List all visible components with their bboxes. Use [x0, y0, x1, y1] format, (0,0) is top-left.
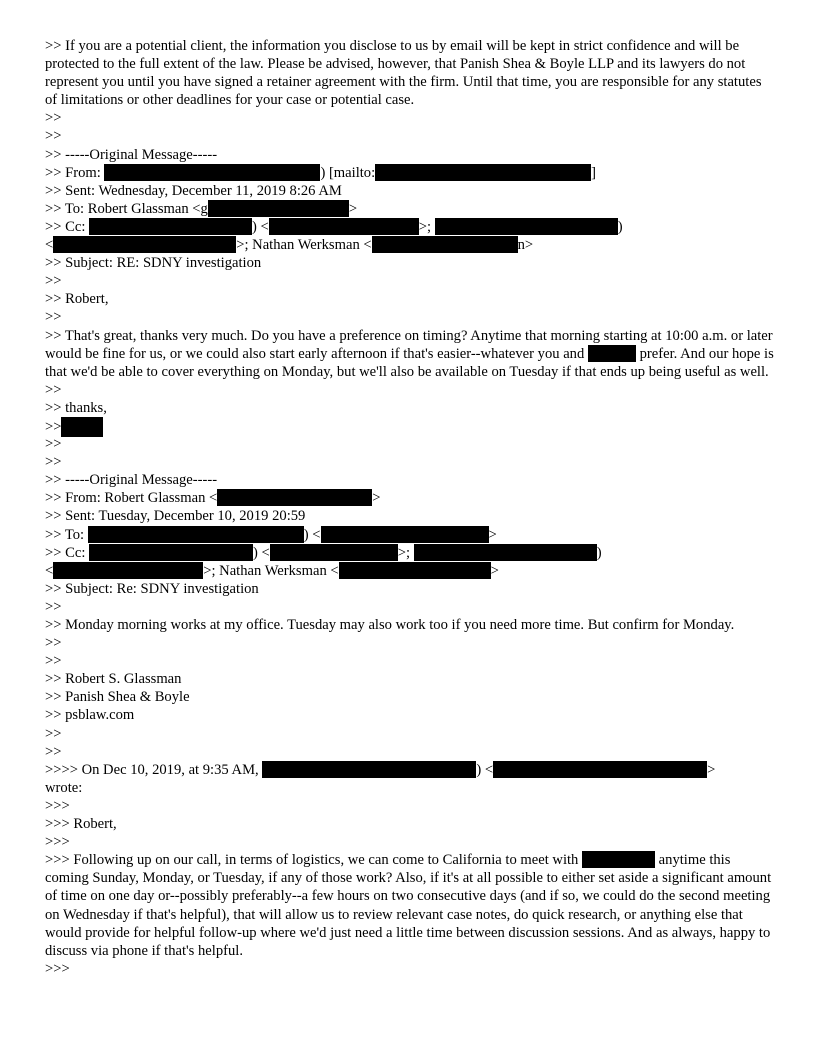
message-body: >> Monday morning works at my office. Tuesday may also work too if you need more time. But confirm for Monday.: [45, 617, 735, 633]
quote-line: >>>: [45, 834, 70, 851]
closing-line: >> thanks,: [45, 399, 107, 416]
redaction-box: [588, 345, 636, 362]
signature-website: >> psblaw.com: [45, 707, 135, 724]
message-body: >> That's great, thanks very much. Do you have a preference on timing? Anytime that morning starting at 10:00 a.m. or later would be fine for us, or we could also start early afternoon if that's easier--whatever you and prefer. And our hope is that we'd be able to cover everything on Monday, but we'll also be available on Tuesday if that ends up being useful as well.: [45, 327, 774, 380]
original-message-divider: >> -----Original Message-----: [45, 146, 218, 163]
reply-attribution-line: >>>> On Dec 10, 2019, at 9:35 AM, ) < >: [45, 761, 716, 778]
original-message-divider: >> -----Original Message-----: [45, 472, 218, 489]
wrote-line: wrote:: [45, 779, 83, 796]
redaction-box: [53, 562, 203, 579]
cc-line: >> Cc: ) < >; ): [45, 218, 623, 235]
redaction-box: [88, 526, 304, 543]
quote-line: >>: [45, 273, 62, 290]
quote-line: >>>: [45, 797, 70, 814]
quote-line: >>: [45, 454, 62, 471]
redaction-box: [89, 544, 253, 561]
quote-line: >>: [45, 635, 62, 652]
email-document: [45, 37, 775, 978]
cc-line: >> Cc: ) < >; ): [45, 544, 602, 561]
signature-name: >> Robert S. Glassman: [45, 671, 182, 688]
signature-firm: >> Panish Shea & Boyle: [45, 689, 190, 706]
quote-line: >>: [45, 598, 62, 615]
quote-line: >>: [45, 653, 62, 670]
greeting-line: >>> Robert,: [45, 816, 117, 833]
redaction-box: [208, 200, 349, 217]
signature-line: >>: [45, 417, 775, 435]
subject-line: >> Subject: RE: SDNY investigation: [45, 255, 262, 272]
redaction-box: [435, 218, 618, 235]
from-line: >> From: ) [mailto: ]: [45, 164, 597, 181]
redaction-box: [493, 761, 707, 778]
quote-line: >>: [45, 725, 62, 742]
message-body: >>> Following up on our call, in terms of logistics, we can come to California to meet with anytime this coming Sunday, Monday, or Tuesday, if any of those work? Also, if it's at all possible to either set aside a significant amount of time on one day or--possibly preferably--a few hours on two consecutive days (and if so, we could do the second meeting on Wednesday if that's helpful), that will allow us to review relevant case notes, do quick research, or anything else that would provide for helpful follow-up where we'd just need a little time between discussion sessions. And as always, happy to discuss via phone if that's helpful.: [45, 852, 772, 959]
redaction-box: [269, 218, 419, 235]
redaction-box: [61, 417, 103, 437]
cc-continuation-line: < >; Nathan Werksman < >: [45, 562, 499, 579]
quote-line: >>: [45, 436, 62, 453]
redaction-box: [339, 562, 491, 579]
cc-continuation-line: < >; Nathan Werksman < n>: [45, 237, 534, 254]
greeting-line: >> Robert,: [45, 291, 109, 308]
to-line: >> To: Robert Glassman <g >: [45, 200, 358, 217]
subject-line: >> Subject: Re: SDNY investigation: [45, 580, 259, 597]
quote-line: >>>: [45, 960, 70, 977]
quote-line: >>: [45, 110, 62, 127]
redaction-box: [53, 236, 236, 253]
to-line: >> To: ) < >: [45, 526, 497, 543]
quote-line: >>: [45, 128, 62, 145]
redaction-box: [217, 489, 372, 506]
quote-line: >>: [45, 309, 62, 326]
sent-line: >> Sent: Tuesday, December 10, 2019 20:59: [45, 508, 306, 525]
redaction-box: [414, 544, 597, 561]
from-line: >> From: Robert Glassman < >: [45, 490, 381, 507]
disclaimer-paragraph: >> If you are a potential client, the information you disclose to us by email will be kept in strict confidence and will be protected to the full extent of the law. Please be advised, however, that Panish Shea & Boyle LLP and its lawyers do not represent you until you have signed a retainer agreement with the firm. Until that time, you are responsible for any statutes of limitations or other deadlines for your case or potential case.: [45, 38, 762, 109]
quote-line: >>: [45, 381, 62, 398]
redaction-box: [582, 851, 655, 868]
redaction-box: [372, 236, 518, 253]
redaction-box: [321, 526, 489, 543]
redaction-box: [104, 164, 320, 181]
redaction-box: [375, 164, 591, 181]
redaction-box: [89, 218, 252, 235]
redaction-box: [270, 544, 398, 561]
sent-line: >> Sent: Wednesday, December 11, 2019 8:26 AM: [45, 182, 342, 199]
redaction-box: [262, 761, 476, 778]
quote-line: >>: [45, 743, 62, 760]
